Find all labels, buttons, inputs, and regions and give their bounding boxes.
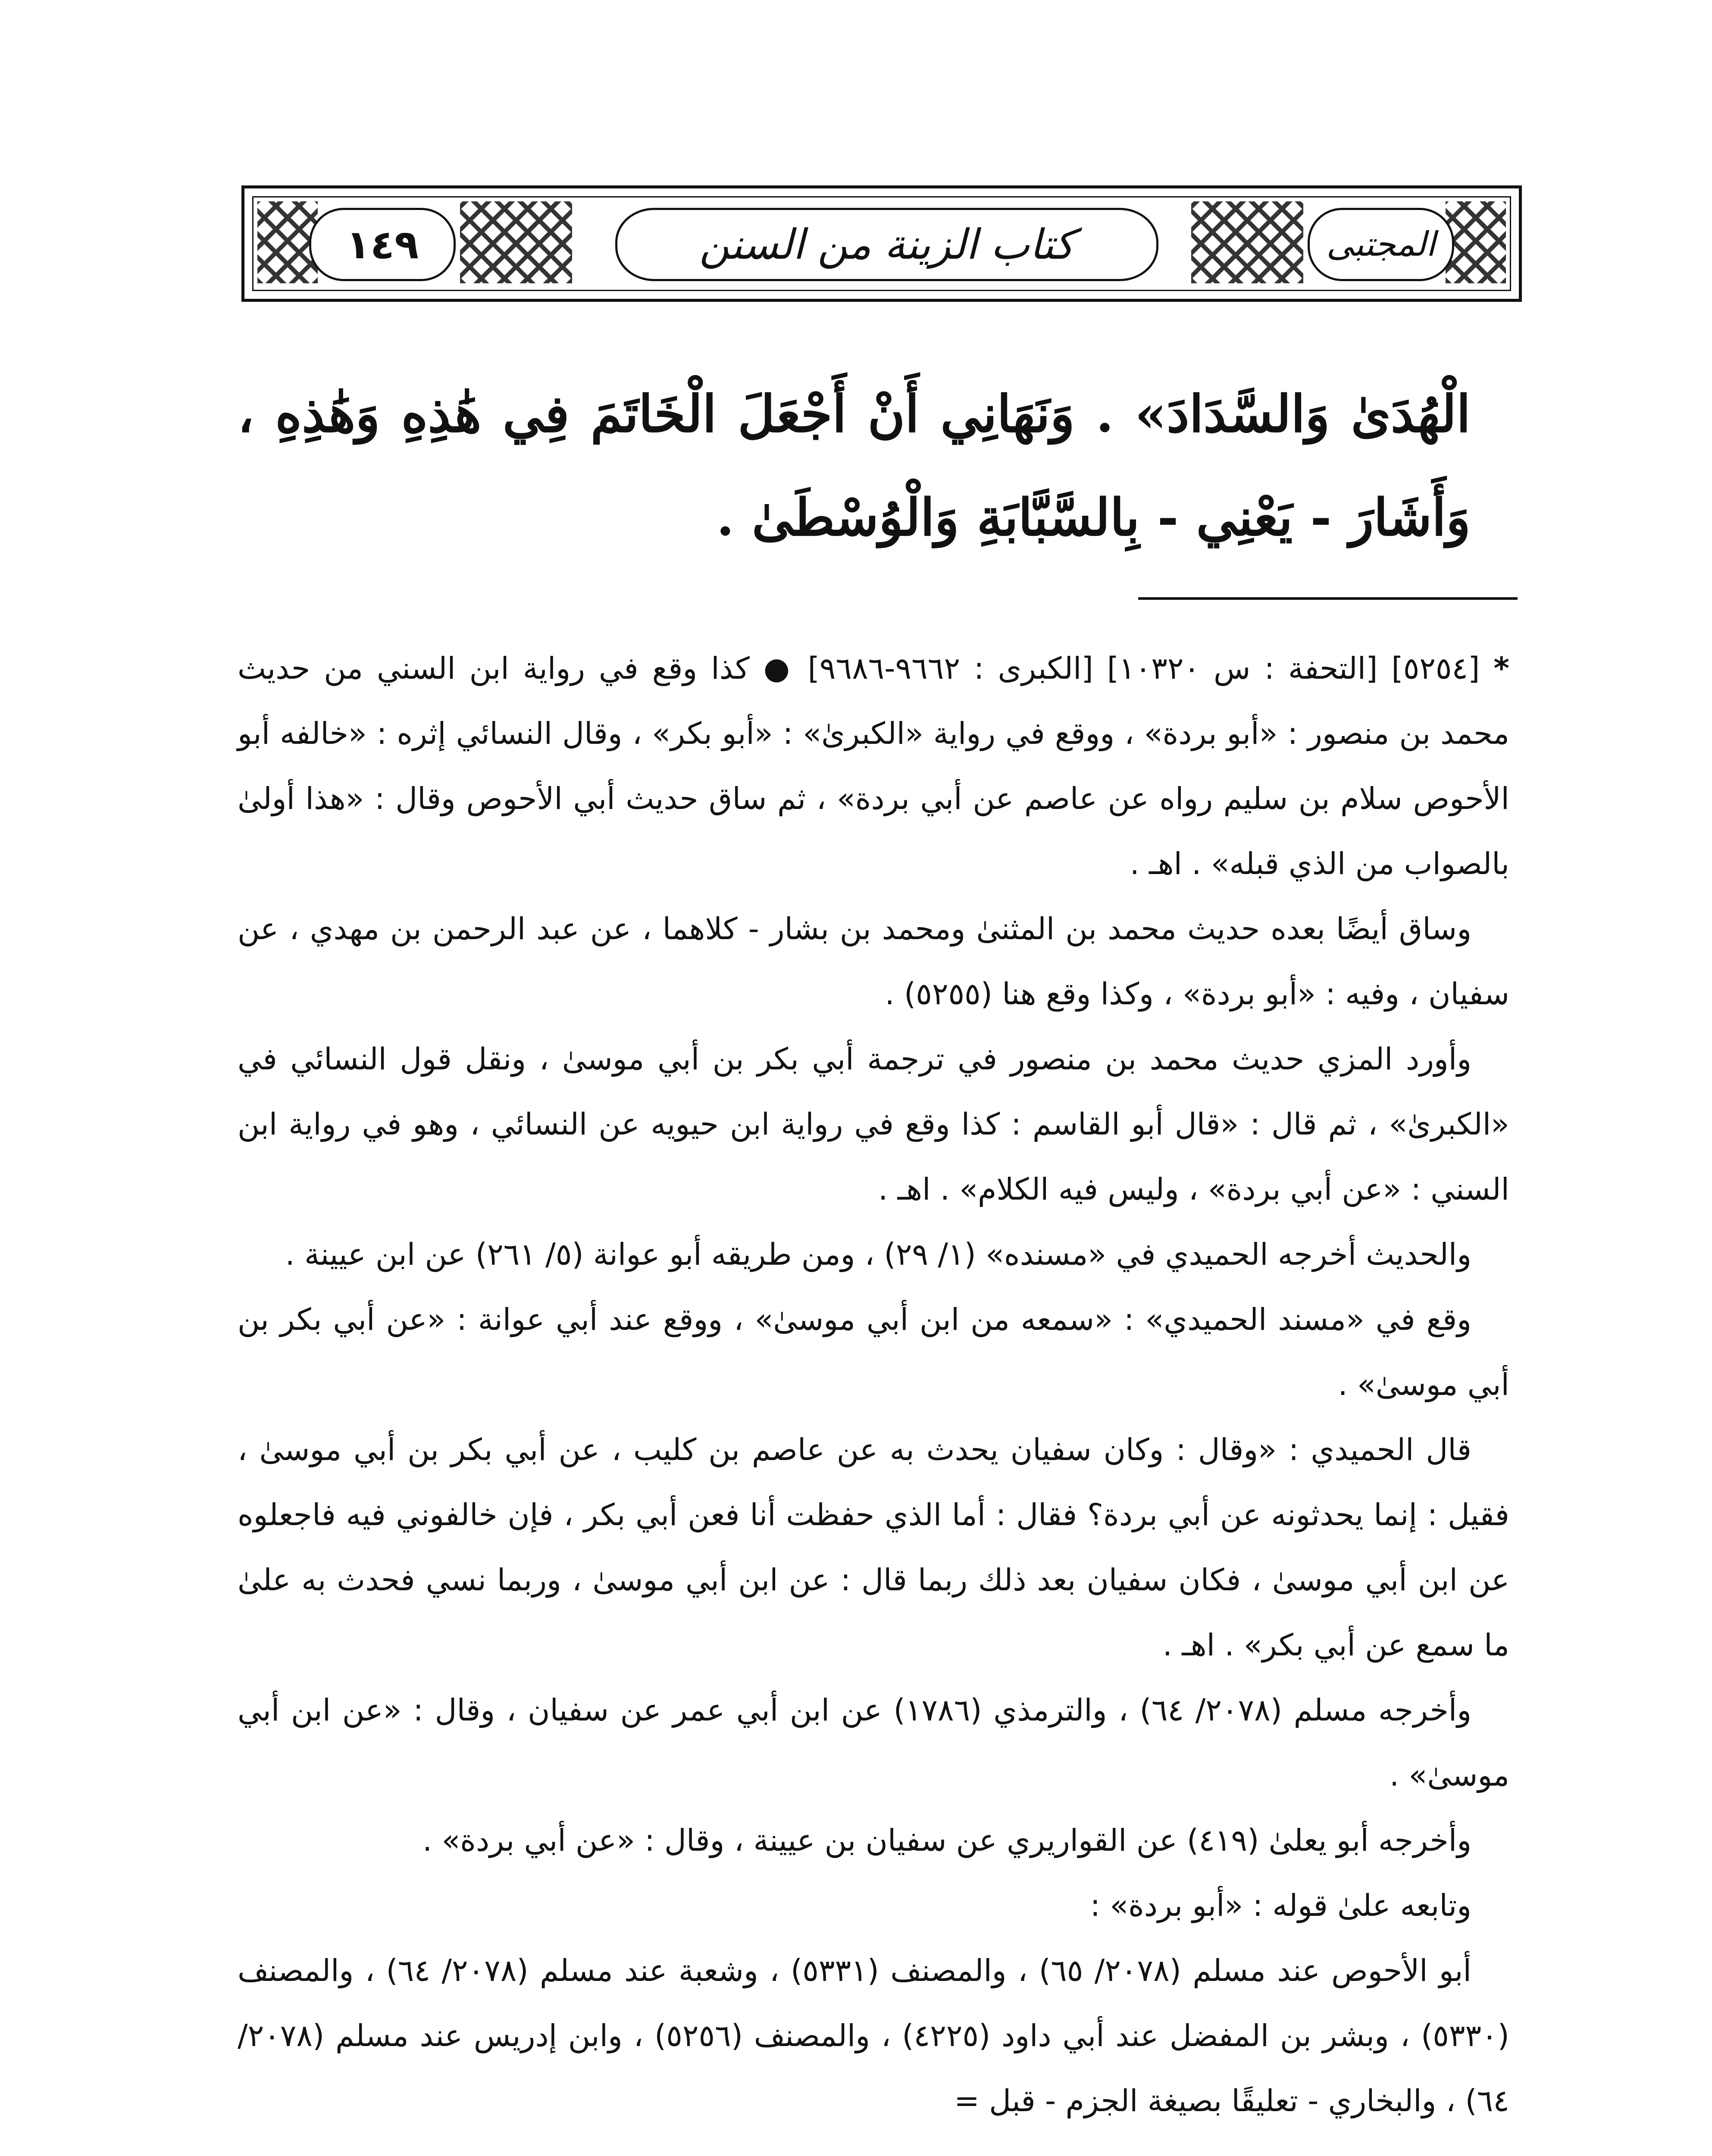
header-ornament-left-inner — [460, 201, 572, 283]
footnote-paragraph: أبو الأحوص عند مسلم (٢٠٧٨/ ٦٥) ، والمصنف (٥٣٣١) ، وشعبة عند مسلم (٢٠٧٨/ ٦٤) ، والمصنف (٥٣٣٠) ، وبشر بن المفضل عند أبي داود (٤٢٢٥) ، والمصنف (٥٢٥٦) ، وابن إدريس عند مسلم (٢٠٧٨/ ٦٤) ، والبخاري - تعليقًا بصيغة الجزم - قبل = — [238, 1953, 1509, 2118]
page-header — [241, 185, 1522, 302]
footnote-bullet: ● — [763, 651, 794, 686]
footnote-separator — [1138, 597, 1518, 600]
header-ornament-right-outer — [1446, 201, 1506, 283]
page-number: ١٤٩ — [346, 221, 419, 268]
footnote-paragraph: وقع في «مسند الحميدي» : «سمعه من ابن أبي موسىٰ» ، ووقع عند أبي عوانة : «عن أبي بكر بن أبي موسىٰ» . — [238, 1302, 1509, 1402]
main-hadith-text: الْهُدَىٰ وَالسَّدَادَ» . وَنَهَانِي أَنْ أَجْعَلَ الْخَاتَمَ فِي هَٰذِهِ وَهَٰذِهِ ، وَأَشَارَ - يَعْنِي - بِالسَّبَّابَةِ وَالْوُسْطَىٰ . — [238, 384, 1471, 547]
book-title: كتاب الزينة من السنن — [699, 220, 1074, 269]
footnotes — [238, 636, 1509, 2134]
footnote-paragraph: قال الحميدي : «وقال : وكان سفيان يحدث به عن عاصم بن كليب ، عن أبي بكر بن أبي موسىٰ ، فقيل : إنما يحدثونه عن أبي بردة؟ فقال : أما الذي حفظت أنا فعن أبي بكر ، فإن خالفوني فيه فاجعلوه عن ابن أبي موسىٰ ، فكان سفيان بعد ذلك ربما قال : عن ابن أبي موسىٰ ، وربما نسي فحدث به علىٰ ما سمع عن أبي بكر» . اهـ . — [238, 1432, 1509, 1663]
footnote-paragraph — [238, 636, 1509, 896]
footnote-paragraph: وأخرجه أبو يعلىٰ (٤١٩) عن القواريري عن سفيان بن عيينة ، وقال : «عن أبي بردة» . — [422, 1823, 1471, 1858]
footnote-paragraph: وأورد المزي حديث محمد بن منصور في ترجمة أبي بكر بن أبي موسىٰ ، ونقل قول النسائي في «الكبرىٰ» ، ثم قال : «قال أبو القاسم : كذا وقع في رواية ابن حيويه عن النسائي ، وهو في رواية ابن السني : «عن أبي بردة» ، وليس فيه الكلام» . اهـ . — [238, 1041, 1509, 1207]
footnote-paragraph: والحديث أخرجه الحميدي في «مسنده» (١/ ٢٩) ، ومن طريقه أبو عوانة (٥/ ٢٦١) عن ابن عيينة . — [285, 1237, 1471, 1272]
running-title: المجتبى — [1326, 225, 1436, 264]
footnote-text: كذا وقع في رواية ابن السني من حديث محمد بن منصور : «أبو بردة» ، ووقع في رواية «الكبرىٰ» : «أبو بكر» ، وقال النسائي إثره : «خالفه أبو الأحوص سلام بن سليم رواه عن عاصم عن أبي بردة» ، ثم ساق حديث أبي الأحوص وقال : «هذا أولىٰ بالصواب من الذي قبله» . اهـ . — [238, 651, 1509, 881]
header-ornament-left-outer — [257, 201, 318, 283]
book-title-cartouche — [615, 208, 1158, 281]
footnote-paragraph: وأخرجه مسلم (٢٠٧٨/ ٦٤) ، والترمذي (١٧٨٦) عن ابن أبي عمر عن سفيان ، وقال : «عن ابن أبي موسىٰ» . — [238, 1692, 1509, 1793]
page-number-cartouche — [309, 208, 456, 281]
footnote-paragraph: وتابعه علىٰ قوله : «أبو بردة» : — [1090, 1888, 1471, 1923]
running-title-cartouche — [1308, 208, 1454, 281]
footnote-paragraph: وساق أيضًا بعده حديث محمد بن المثنىٰ ومحمد بن بشار - كلاهما ، عن عبد الرحمن بن مهدي ، عن سفيان ، وفيه : «أبو بردة» ، وكذا وقع هنا (٥٢٥٥) . — [238, 911, 1509, 1012]
footnote-reference: [٥٢٥٤] [التحفة : س ١٠٣٢٠] [الكبرى : ٩٦٦٢-٩٦٨٦] — [807, 651, 1480, 686]
footnote-star-marker: * — [1493, 651, 1509, 686]
header-ornament-right-inner — [1191, 201, 1303, 283]
